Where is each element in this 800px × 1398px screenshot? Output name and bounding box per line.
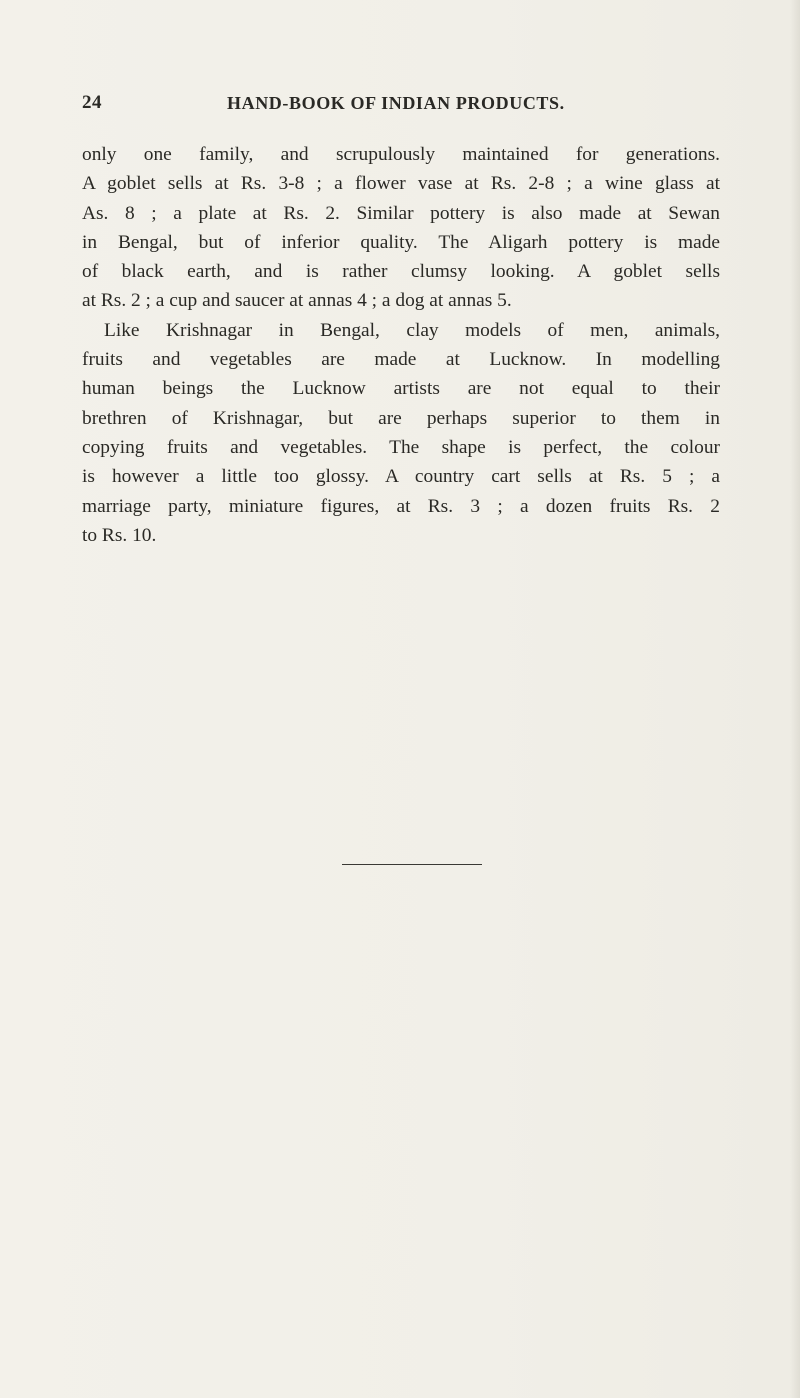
text-line: copying fruits and vegetables. The shape is perfect, the colour [82,436,720,458]
text-line: to Rs. 10. [82,524,157,546]
page-header [82,92,718,122]
section-end-rule [342,864,482,865]
text-line: A goblet sells at Rs. 3-8 ; a flower vase at Rs. 2-8 ; a wine glass at [82,173,720,195]
paragraph-2 [82,316,720,550]
text-line: Like Krishnagar in Bengal, clay models of men, animals, [104,319,720,341]
paragraph-1 [82,140,720,316]
text-line: As. 8 ; a plate at Rs. 2. Similar pottery is also made at Sewan [82,202,720,224]
page-number: 24 [82,92,102,113]
text-line: at Rs. 2 ; a cup and saucer at annas 4 ; a dog at annas 5. [82,290,512,312]
page-edge-shadow [790,0,800,1398]
text-line: brethren of Krishnagar, but are perhaps superior to them in [82,407,720,429]
text-line: human beings the Lucknow artists are not equal to their [82,378,720,400]
text-line: in Bengal, but of inferior quality. The Aligarh pottery is made [82,231,720,253]
running-head: HAND-BOOK OF INDIAN PRODUCTS. [227,93,565,113]
text-line: of black earth, and is rather clumsy looking. A goblet sells [82,261,720,283]
text-line: fruits and vegetables are made at Lucknow. In modelling [82,349,720,371]
body-text [82,140,720,550]
text-line: is however a little too glossy. A country cart sells at Rs. 5 ; a [82,466,720,488]
text-line: only one family, and scrupulously maintained for generations. [82,144,720,165]
text-line: marriage party, miniature figures, at Rs. 3 ; a dozen fruits Rs. 2 [82,495,720,517]
